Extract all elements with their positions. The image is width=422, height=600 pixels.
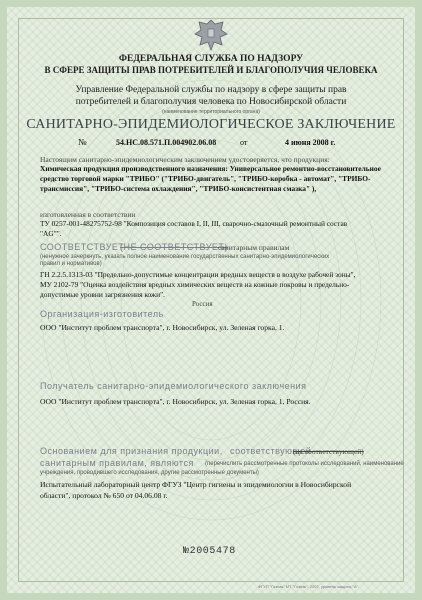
not-conforms-label: (НЕ СООТВЕТСТВУЕТ) — [120, 242, 228, 252]
product-intro: Настоящим санитарно-эпидемиологическим заключением удостоверяется, что продукция: — [40, 155, 330, 164]
compliance-caption-1: (ненужное зачеркнуть, указать полное наименование государственных санитарно-эпидемиологических — [40, 254, 330, 260]
basis-label: Основанием для признания продукции, — [40, 446, 223, 456]
certificate-number: 54.НС.08.571.П.004902.06.08 — [116, 138, 217, 147]
basis-line-2: санитарным правилам, являются — [40, 458, 194, 468]
product-line-3: трансмиссия", "ТРИБО-система охлаждения", "ТРИБО-консистентная смазка" ), — [40, 184, 317, 193]
basis-line-4: Испытательный лабораторный центр ФГУЗ "Центр гигиены и эпидемиологии в Новосибирской — [40, 480, 352, 489]
product-line-1: Химическая продукция производственного назначения: Универсальное ремонтно-восстановительное — [40, 164, 381, 173]
manufactured-label: изготовленная в соответствии — [40, 210, 136, 219]
basis-line-5: области", протокол № 650 от 04.06.08 г. — [40, 491, 168, 500]
manufactured-line-2: "AG"". — [40, 229, 62, 238]
compliance-caption-2: правил и нормативов) — [40, 261, 102, 267]
recipient-value: ООО "Институт проблем транспорта", г. Новосибирск, ул. Зеленая горка, 1, Россия. — [40, 397, 311, 406]
rules-text: санитарным правилам — [218, 243, 290, 252]
manufacturer-value: ООО "Институт проблем транспорта", г. Новосибирск, ул. Зеленая горка, 1. — [40, 323, 285, 332]
footer-print: ФГУП "Гознак" МТ "Гознак", 2007, уровень защиты "А" — [258, 584, 358, 589]
agency-line-1: ФЕДЕРАЛЬНАЯ СЛУЖБА ПО НАДЗОРУ — [118, 54, 304, 64]
basis-caption-2: учреждения, проводившего исследования, другие рассмотренные документы) — [40, 470, 259, 476]
office-line-1: Управление Федеральной службы по надзору в сфере защиты прав — [75, 85, 347, 95]
serial-number: №2005478 — [183, 546, 236, 557]
double-eagle-emblem-icon — [193, 16, 229, 54]
rules-line-3: допустимые уровни загрязнения кожи". — [40, 290, 165, 299]
manufacturer-label: Организация-изготовитель — [40, 309, 164, 319]
basis-caption-1: (перечислить рассмотренные протоколы исследований, наименование — [205, 461, 404, 467]
product-line-2: средство торговой марки "ТРИБО" ("ТРИБО-двигатель", "ТРИБО-коробка - автомат", "ТРИБО- — [40, 174, 371, 183]
rules-line-2: МУ 2102-79 "Оценка воздействия вредных химических веществ на кожные покровы и предельно- — [40, 280, 350, 289]
document-title: САНИТАРНО-ЭПИДЕМИОЛОГИЧЕСКОЕ ЗАКЛЮЧЕНИЕ — [26, 117, 396, 132]
number-prefix: № — [78, 137, 87, 147]
office-line-2: потребителей и благополучия человека по Новосибирской области — [75, 97, 347, 107]
manufacturer-country: Россия — [192, 300, 213, 308]
recipient-label: Получатель санитарно-эпидемиологического заключения — [40, 381, 307, 391]
certificate-date: 4 июня 2008 г. — [285, 138, 336, 147]
basis-conforming: соответствующей — [230, 446, 312, 456]
agency-line-2: В СФЕРЕ ЗАЩИТЫ ПРАВ ПОТРЕБИТЕЛЕЙ И БЛАГОПОЛУЧИЯ ЧЕЛОВЕКА — [44, 65, 378, 75]
basis-not-conforming: (не соответствующей) — [293, 447, 364, 456]
date-prefix: от — [240, 138, 248, 147]
rules-line-1: ГН 2.2.5.1313-03 "Предельно-допустимые концентрации вредных веществ в воздухе рабочей зоны", — [40, 270, 356, 279]
office-caption: (наименование территориального органа) — [162, 109, 260, 115]
manufactured-line-1: ТУ 0257-001-48275752-98 "Композиция составов I, II, III, сварочно-смазочный ремонтный состав — [40, 219, 348, 228]
conforms-label: СООТВЕТСТВУЕТ — [40, 242, 125, 252]
